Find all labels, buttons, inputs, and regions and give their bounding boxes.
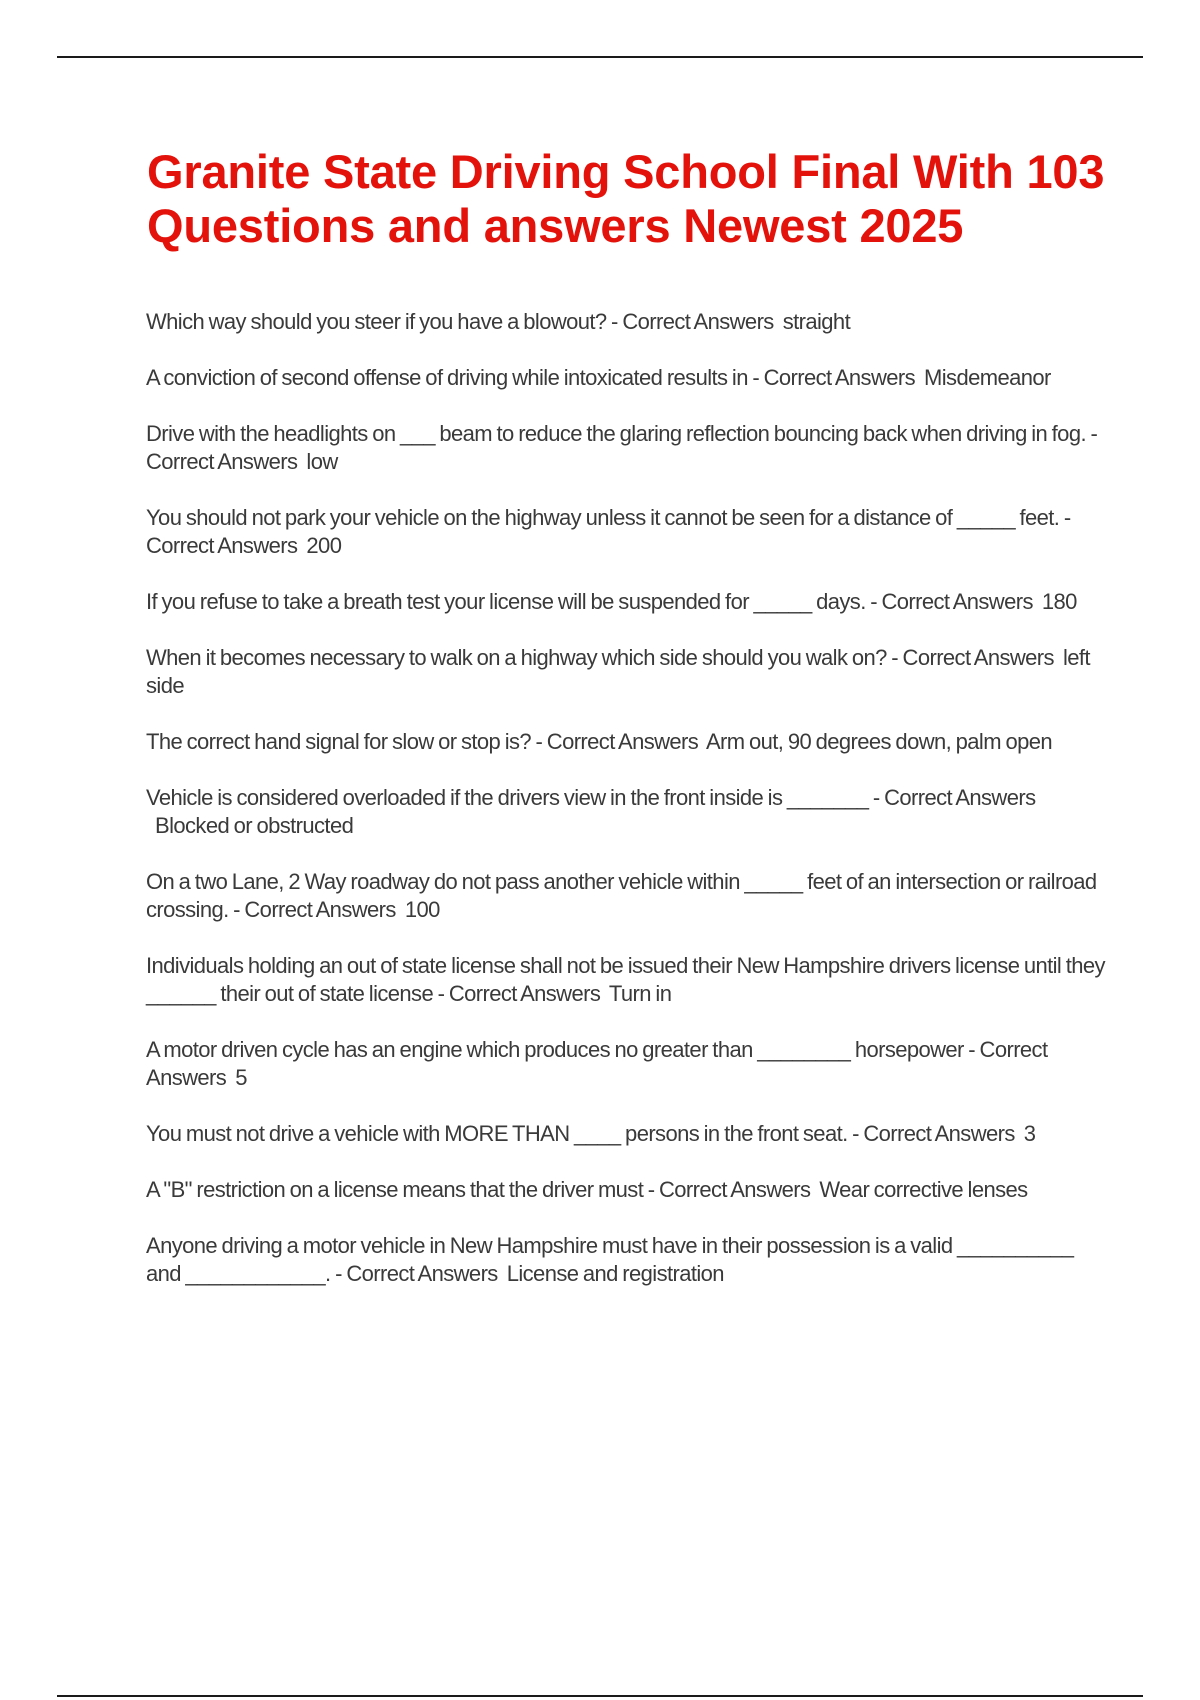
answer-text: Wear corrective lenses xyxy=(819,1177,1028,1202)
qa-item xyxy=(146,1176,1106,1204)
answer-label: Correct Answers xyxy=(448,981,601,1006)
qa-item xyxy=(146,1036,1106,1092)
answer-text: 5 xyxy=(235,1065,247,1090)
qa-item xyxy=(146,504,1106,560)
document-title: Granite State Driving School Final With 103 Questions and answers Newest 2025 xyxy=(147,145,1105,252)
qa-item xyxy=(146,728,1106,756)
question-text: When it becomes necessary to walk on a highway which side should you walk on? - xyxy=(146,645,899,670)
qa-item xyxy=(146,784,1106,840)
answer-label: Correct Answers xyxy=(546,729,699,754)
question-text: Anyone driving a motor vehicle in New Hampshire must have in their possession is a valid __________ and ____________. - xyxy=(146,1233,1074,1286)
answer-label: Correct Answers xyxy=(146,533,298,558)
answer-text: Blocked or obstructed xyxy=(155,813,354,838)
question-text: The correct hand signal for slow or stop is? - xyxy=(146,729,543,754)
answer-text: left side xyxy=(146,645,1090,698)
answer-text: straight xyxy=(782,309,851,334)
answer-text: 100 xyxy=(404,897,440,922)
answer-label: Correct Answers xyxy=(881,589,1033,614)
question-text: You should not park your vehicle on the highway unless it cannot be seen for a distance of _____ feet. - xyxy=(146,505,1071,530)
answer-label: Correct Answers xyxy=(346,1261,498,1286)
answer-text: 3 xyxy=(1023,1121,1036,1146)
answer-label: Correct Answers xyxy=(146,449,298,474)
top-rule xyxy=(57,56,1143,58)
answer-text: License and registration xyxy=(506,1261,724,1286)
answer-label: Correct Answers xyxy=(902,645,1054,670)
qa-item xyxy=(146,1120,1106,1148)
qa-list xyxy=(146,308,1106,1316)
question-text: Individuals holding an out of state license shall not be issued their New Hampshire drivers license until they ______ their out of state license - xyxy=(146,953,1105,1006)
bottom-rule xyxy=(57,1695,1143,1697)
qa-item xyxy=(146,588,1106,616)
qa-item xyxy=(146,868,1106,924)
question-text: On a two Lane, 2 Way roadway do not pass another vehicle within _____ feet of an intersection or railroad crossing. - xyxy=(146,869,1097,922)
answer-label: Correct Answers xyxy=(244,897,396,922)
qa-item xyxy=(146,644,1106,700)
answer-text: low xyxy=(306,449,338,474)
answer-label: Correct Answers xyxy=(763,365,916,390)
question-text: A conviction of second offense of driving while intoxicated results in - xyxy=(146,365,760,390)
answer-text: Misdemeanor xyxy=(924,365,1051,390)
answer-label: Correct Answers xyxy=(884,785,1036,810)
answer-label: Correct Answers xyxy=(658,1177,811,1202)
answer-text: Arm out, 90 degrees down, palm open xyxy=(705,729,1052,754)
question-text: You must not drive a vehicle with MORE THAN ____ persons in the front seat. - xyxy=(146,1121,859,1146)
question-text: If you refuse to take a breath test your license will be suspended for _____ days. - xyxy=(146,589,877,614)
answer-text: 200 xyxy=(306,533,342,558)
qa-item xyxy=(146,364,1106,392)
answer-text: 180 xyxy=(1041,589,1077,614)
answer-text: Turn in xyxy=(608,981,672,1006)
qa-item xyxy=(146,1232,1106,1288)
question-text: A "B" restriction on a license means that the driver must - xyxy=(146,1177,655,1202)
qa-item xyxy=(146,420,1106,476)
qa-item xyxy=(146,308,1106,336)
question-text: A motor driven cycle has an engine which produces no greater than ________ horsepower - xyxy=(146,1037,976,1062)
qa-item xyxy=(146,952,1106,1008)
question-text: Vehicle is considered overloaded if the drivers view in the front inside is _______ - xyxy=(146,785,880,810)
answer-label: Correct Answers xyxy=(146,1037,1048,1090)
answer-label: Correct Answers xyxy=(863,1121,1015,1146)
question-text: Drive with the headlights on ___ beam to reduce the glaring reflection bouncing back when driving in fog. - xyxy=(146,421,1098,446)
question-text: Which way should you steer if you have a blowout? - xyxy=(146,309,618,334)
answer-label: Correct Answers xyxy=(622,309,774,334)
